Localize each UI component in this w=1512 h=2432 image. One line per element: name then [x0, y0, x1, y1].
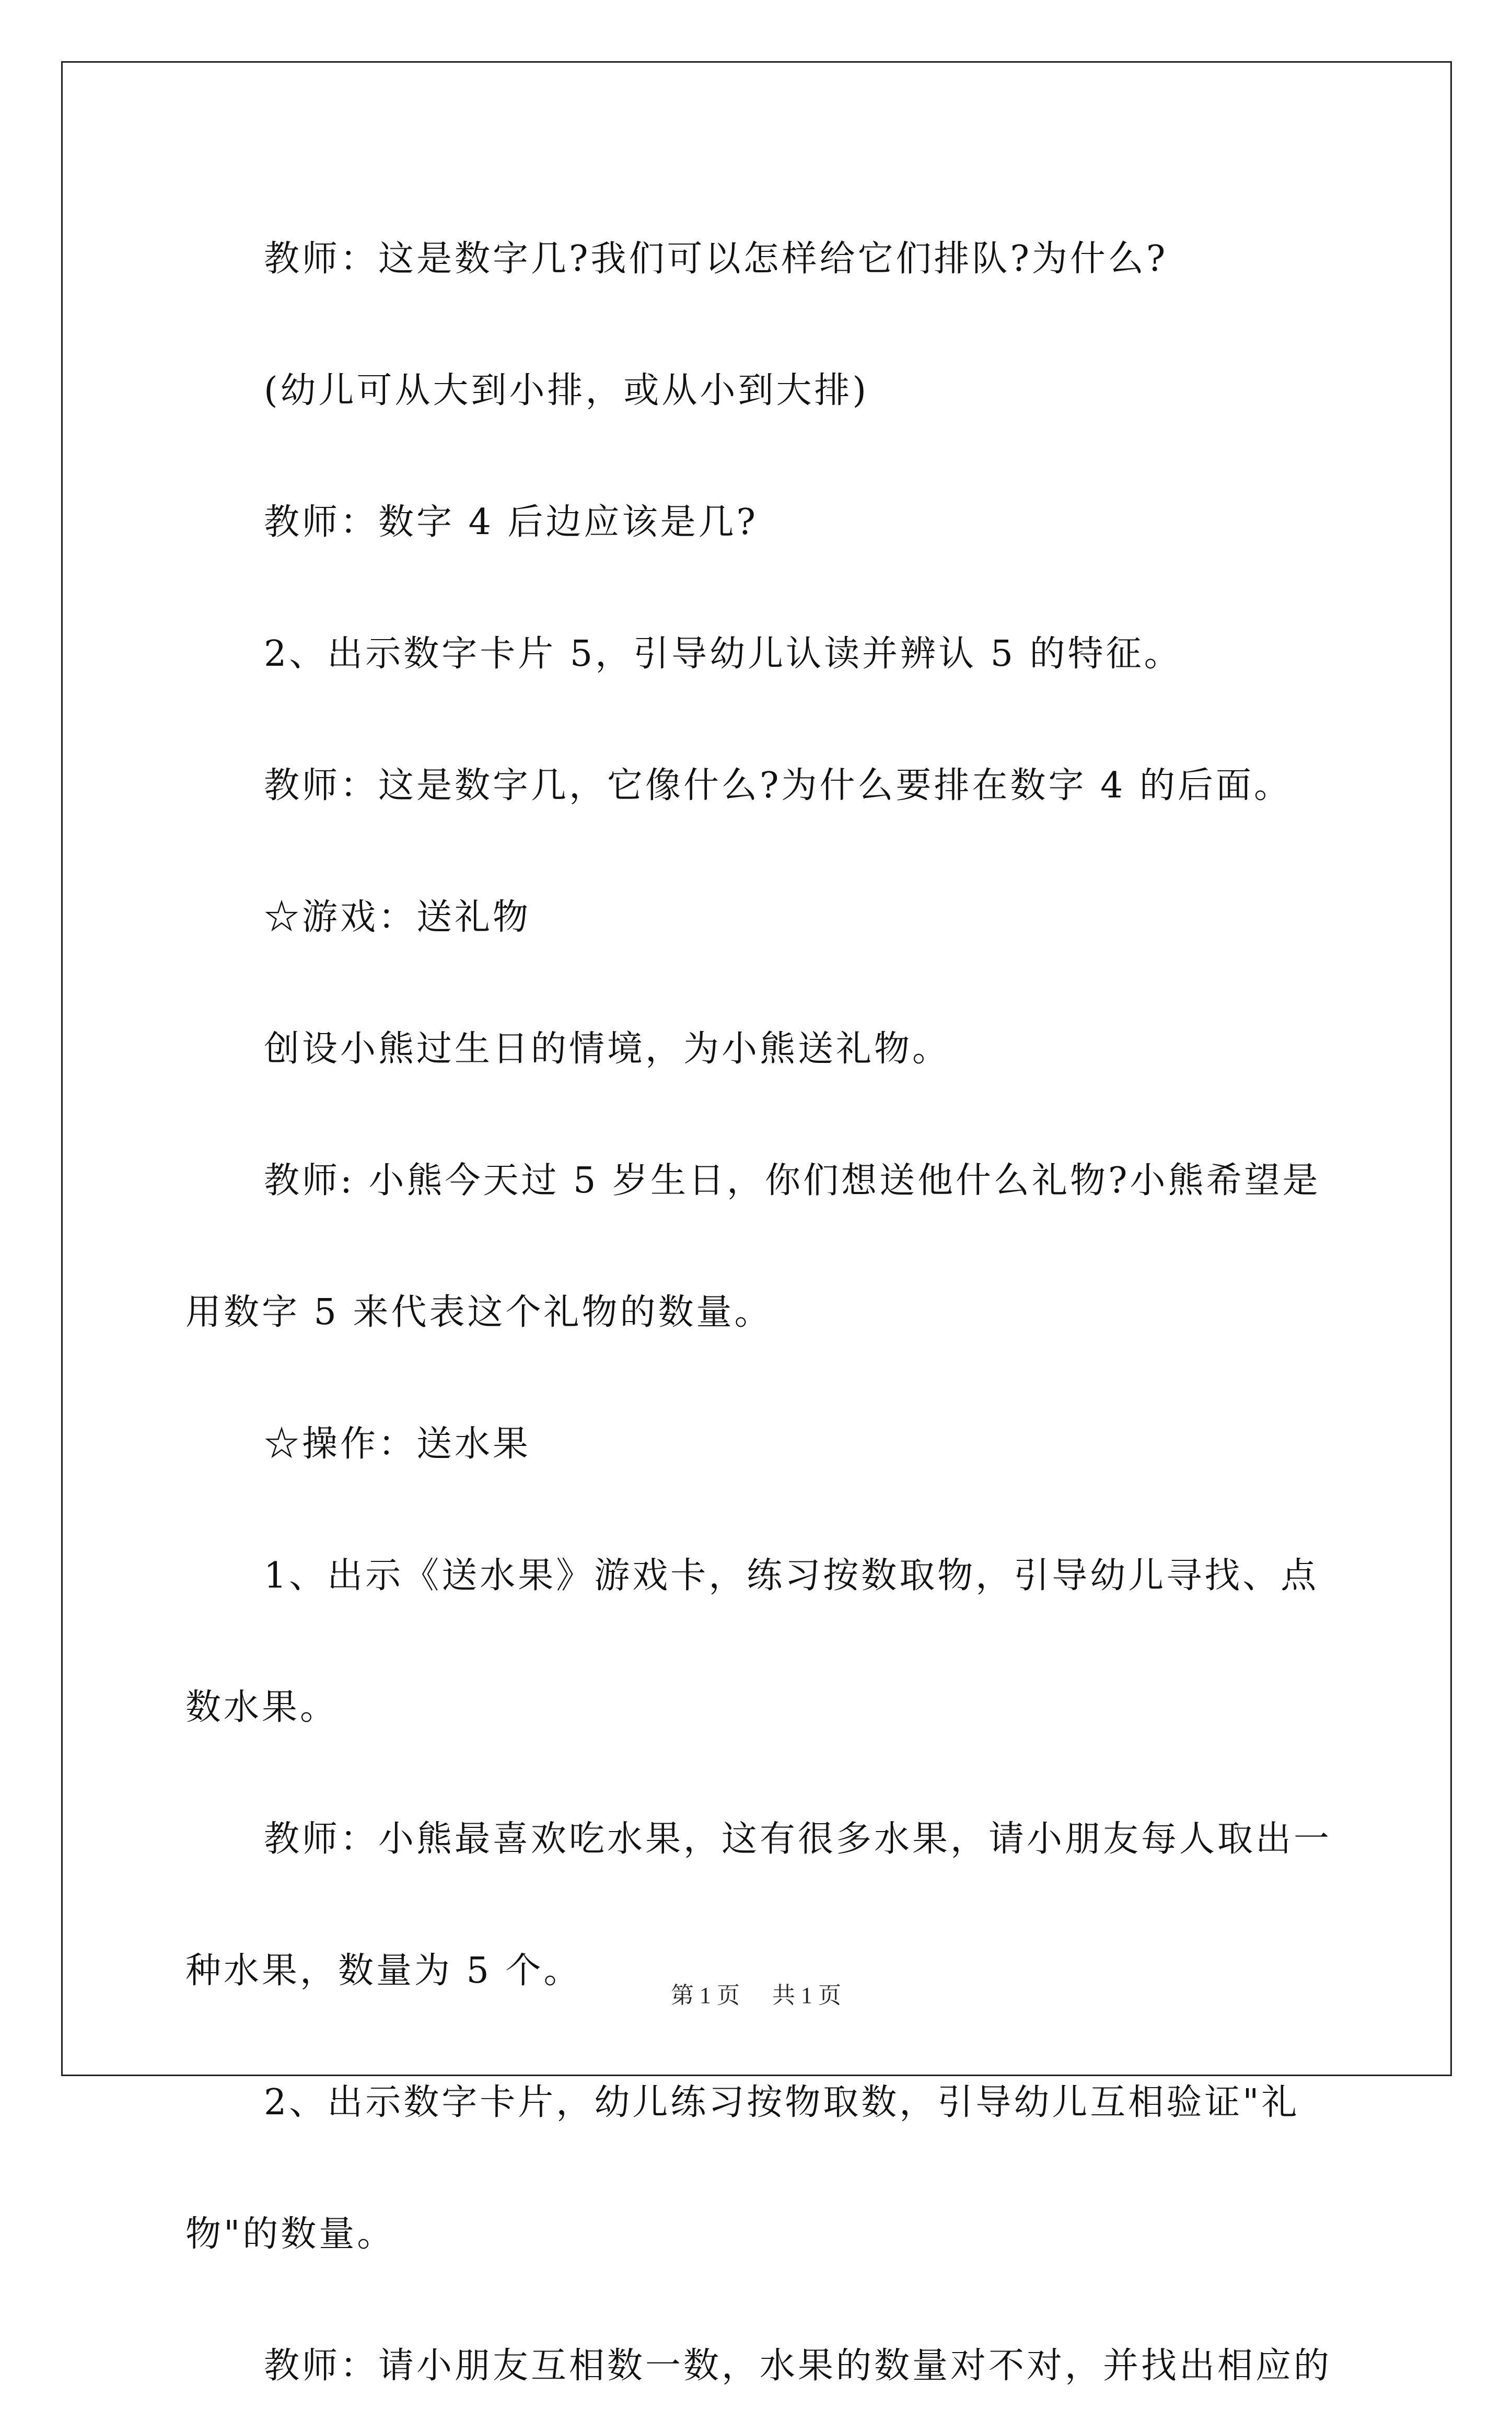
paragraph: 教师：数字 4 后边应该是几?: [264, 502, 758, 543]
page-number: 第 1 页: [671, 1983, 740, 2008]
paragraph: 教师：请小朋友互相数一数，水果的数量对不对，并找出相应的: [264, 2345, 1332, 2387]
paragraph: 教师: 小熊今天过 5 岁生日，你们想送他什么礼物?小熊希望是用数字 5 来代表这个礼物的数量。: [185, 1160, 1321, 1333]
paragraph: 1、出示《送水果》游戏卡，练习按数取物，引导幼儿寻找、点数水果。: [185, 1555, 1319, 1728]
paragraph: 教师：这是数字几，它像什么?为什么要排在数字 4 的后面。: [264, 765, 1292, 806]
page-footer: [0, 1976, 1512, 2010]
paragraph: 创设小熊过生日的情境，为小熊送礼物。: [264, 1028, 951, 1070]
paragraph: 2、出示数字卡片，幼儿练习按物取数，引导幼儿互相验证"礼物"的数量。: [185, 2082, 1300, 2255]
paragraph: 教师：这是数字几?我们可以怎样给它们排队?为什么?: [264, 238, 1168, 280]
paragraph: (幼儿可从大到小排，或从小到大排): [264, 370, 869, 411]
section-heading: ☆操作：送水果: [264, 1423, 531, 1465]
document-body: [185, 193, 1335, 2432]
page-total: 共 1 页: [772, 1983, 841, 2008]
paragraph: 教师：小熊最喜欢吃水果，这有很多水果，请小朋友每人取出一种水果，数量为 5 个。: [185, 1819, 1332, 1991]
section-heading: ☆游戏：送礼物: [264, 897, 531, 938]
paragraph: 2、出示数字卡片 5，引导幼儿认读并辨认 5 的特征。: [264, 633, 1182, 675]
